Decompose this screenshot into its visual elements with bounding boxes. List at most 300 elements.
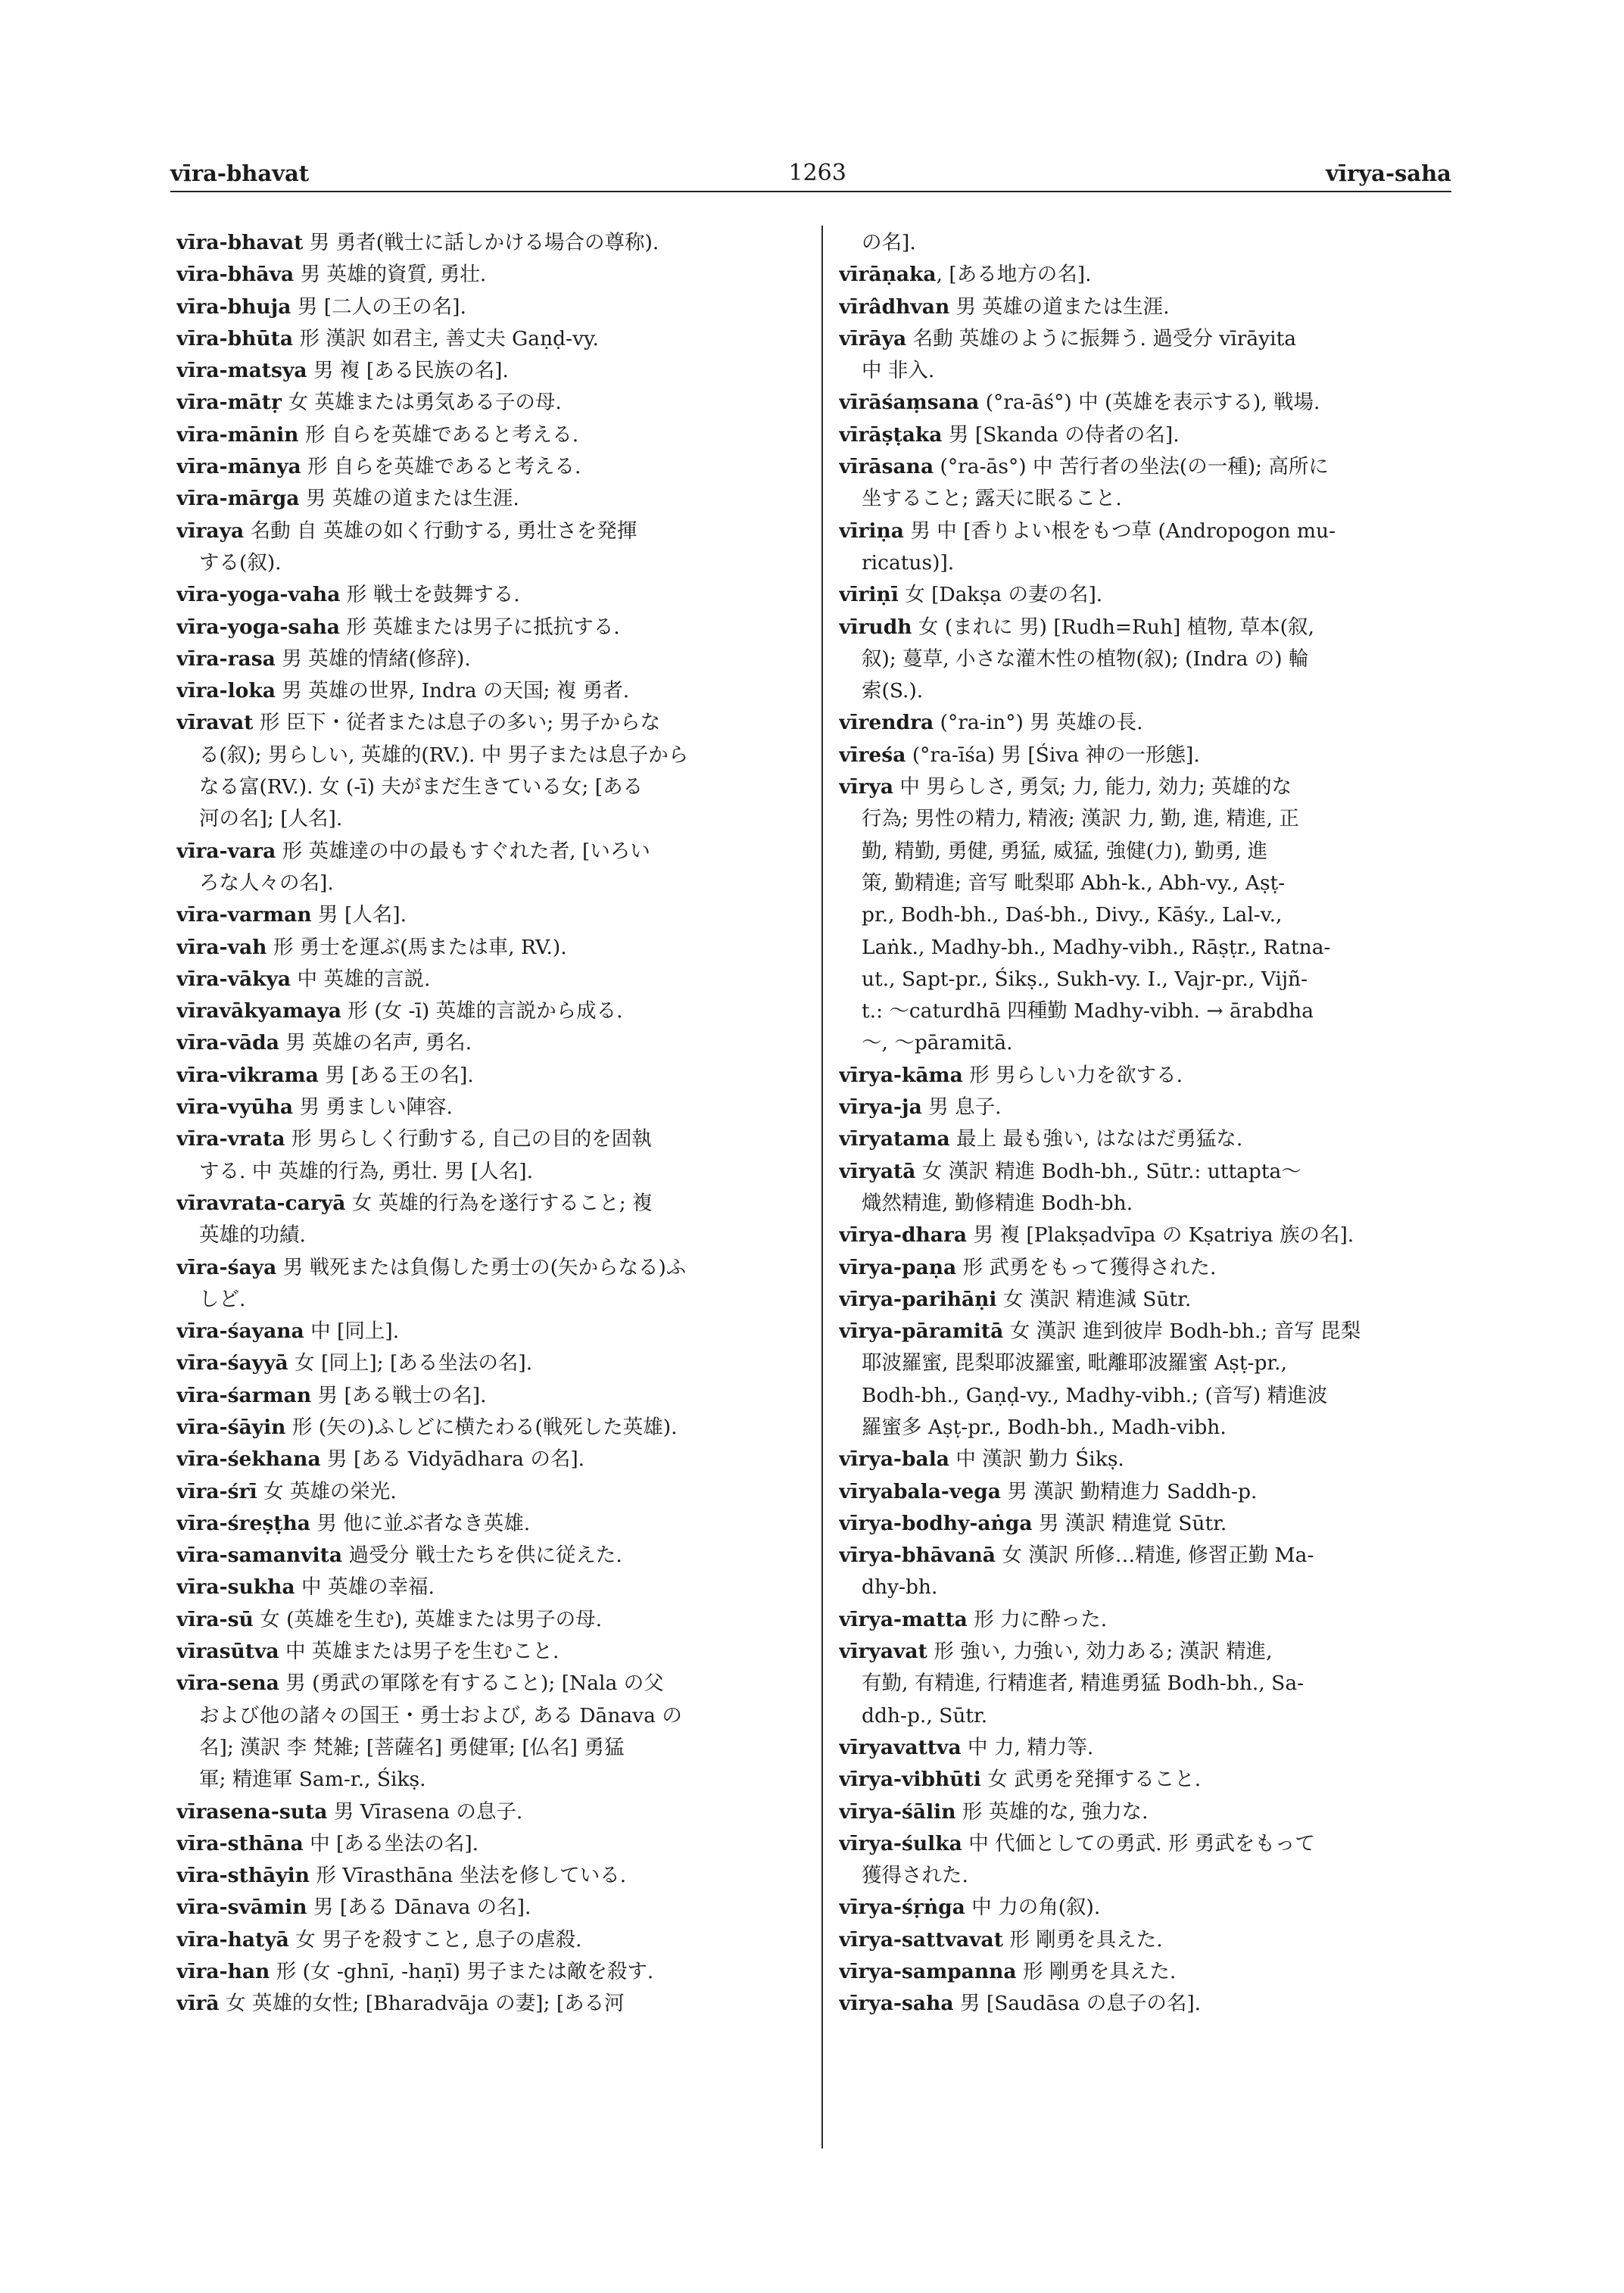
definition-text: 形 英雄的な, 強力な. <box>955 1799 1149 1824</box>
definition-text: 男 複 [Plakṣadvīpa の Kṣatriya 族の名]. <box>967 1223 1354 1248</box>
definition-text: 男 英雄の道または生涯. <box>299 487 519 511</box>
dictionary-line <box>839 612 1451 643</box>
dictionary-line <box>176 451 805 483</box>
definition-text: 女 英雄的女性; [Bharadvāja の妻]; [ある河 <box>219 1992 625 2016</box>
dictionary-line <box>176 1092 805 1123</box>
dictionary-line <box>176 323 805 355</box>
definition-text: 男 [人名]. <box>311 903 407 927</box>
dictionary-line <box>839 1764 1451 1796</box>
definition-text: 形 英雄達の中の最もすぐれた者, [いろい <box>276 839 650 863</box>
dictionary-line <box>839 932 1451 964</box>
headword: vīra-yoga-saha <box>176 615 340 639</box>
definition-text: 形 (矢の)ふしどに横たわる(戦死した英雄). <box>285 1415 678 1439</box>
headword: vīra-vrata <box>176 1127 285 1151</box>
headword: vīrya-bhāvanā <box>839 1544 996 1568</box>
dictionary-line <box>839 227 1451 259</box>
headword: vīrya-bala <box>839 1447 949 1472</box>
headword: vīrya <box>839 775 893 799</box>
definition-text: 名]; 漢訳 李 梵雑; [菩薩名] 勇健軍; [仏名] 勇猛 <box>199 1735 625 1759</box>
dictionary-line <box>176 1636 805 1668</box>
dictionary-line <box>176 1828 805 1860</box>
definition-text: 形 剛勇を具えた. <box>1002 1927 1163 1952</box>
headword: vīrya-dhara <box>839 1223 968 1248</box>
dictionary-line <box>839 1412 1451 1444</box>
definition-text: 男 英雄の名声, 勇名. <box>279 1031 472 1055</box>
headword: vīraya <box>176 519 245 543</box>
headword: vīrāṇaka <box>839 263 937 287</box>
definition-text: 女 (まれに 男) [Rudh=Ruh] 植物, 草本(叙, <box>912 615 1314 639</box>
dictionary-line <box>176 1412 805 1444</box>
definition-text: 名動 自 英雄の如く行動する, 勇壮さを発揮 <box>244 519 637 543</box>
dictionary-line <box>176 1476 805 1508</box>
definition-text: る(叙); 男らしい, 英雄的(RV.). 中 男子または息子から <box>199 743 689 767</box>
definition-text: なる富(RV.). 女 (-ī) 夫がまだ生きている女; [ある <box>199 775 644 799</box>
headword: vīrya-bodhy-aṅga <box>839 1511 1033 1535</box>
definition-text: 男 複 [ある民族の名]. <box>307 359 509 383</box>
dictionary-line <box>839 323 1451 355</box>
definition-text: 男 英雄的資質, 勇壮. <box>294 263 487 287</box>
dictionary-line <box>839 1380 1451 1412</box>
dictionary-line <box>839 899 1451 931</box>
dictionary-line <box>839 579 1451 611</box>
definition-text: 羅蜜多 Aṣṭ-pr., Bodh-bh., Madh-vibh. <box>862 1415 1227 1439</box>
dictionary-line <box>839 1700 1451 1732</box>
dictionary-line <box>839 1604 1451 1636</box>
definition-text: ut., Sapt-pr., Śikṣ., Sukh-vy. I., Vajr-pr., Vijñ- <box>862 967 1308 991</box>
definition-text: 男 勇ましい陣容. <box>293 1095 453 1120</box>
dictionary-line <box>176 932 805 964</box>
headword: vīra-śekhana <box>176 1447 321 1472</box>
headword: vīrya-śulka <box>839 1831 962 1855</box>
headword: vīrya-parihāṇi <box>839 1287 997 1311</box>
dictionary-line <box>176 1444 805 1475</box>
dictionary-line <box>839 1668 1451 1699</box>
definition-text: 中 力の角(叙). <box>965 1896 1101 1920</box>
dictionary-line <box>176 355 805 387</box>
dictionary-line <box>839 1092 1451 1123</box>
dictionary-line <box>839 547 1451 579</box>
dictionary-line <box>839 1027 1451 1059</box>
definition-text: (°ra-in°) 男 英雄の長. <box>934 711 1143 735</box>
left-column <box>176 227 805 2020</box>
definition-text: 形 自らを英雄であると考える. <box>301 455 581 479</box>
headword: vīra-vikrama <box>176 1063 319 1087</box>
dictionary-line <box>839 1508 1451 1540</box>
definition-text: 〜, 〜pāramitā. <box>862 1031 1013 1055</box>
headword: vīrya-śālin <box>839 1799 956 1824</box>
definition-text: 女 [同上]; [ある坐法の名]. <box>288 1351 533 1375</box>
definition-text: 河の名]; [人名]. <box>199 807 343 831</box>
dictionary-line <box>839 1572 1451 1603</box>
definition-text: 男 (勇武の軍隊を有すること); [Nala の父 <box>279 1671 664 1696</box>
dictionary-line <box>176 1860 805 1892</box>
dictionary-line <box>176 1956 805 1988</box>
headword: vīrya-pāramitā <box>839 1319 1004 1344</box>
definition-text: 男 [ある Dānava の名]. <box>307 1896 531 1920</box>
definition-text: 女 (英雄を生む), 英雄または男子の母. <box>253 1607 603 1631</box>
headword: vīravrata-caryā <box>176 1191 346 1215</box>
headword: vīra-śayana <box>176 1319 304 1344</box>
dictionary-line <box>839 1060 1451 1092</box>
dictionary-line <box>176 483 805 515</box>
dictionary-line <box>176 227 805 259</box>
definition-text: 中 [同上]. <box>304 1319 400 1344</box>
dictionary-line <box>176 1347 805 1379</box>
dictionary-line <box>176 803 805 835</box>
dictionary-line <box>839 995 1451 1027</box>
definition-text: 形 Vīrasthāna 坐法を修している. <box>309 1864 627 1888</box>
running-head-left: vīra-bhavat <box>170 160 310 186</box>
dictionary-line <box>176 1316 805 1347</box>
dictionary-line <box>839 964 1451 995</box>
headword: vīravat <box>176 711 254 735</box>
headword: vīriṇī <box>839 583 899 607</box>
headword: vīra-śrī <box>176 1479 257 1503</box>
dictionary-line <box>839 451 1451 483</box>
headword: vīrya-sampanna <box>839 1960 1017 1984</box>
definition-text: 熾然精進, 勤修精進 Bodh-bh. <box>862 1191 1133 1215</box>
dictionary-line <box>839 740 1451 771</box>
headword: vīrya-matta <box>839 1607 968 1631</box>
definition-text: 中 英雄の幸福. <box>295 1575 435 1600</box>
definition-text: 男 漢訳 勤精進力 Saddh-p. <box>1000 1479 1258 1503</box>
definition-text: 形 英雄または男子に抵抗する. <box>339 615 620 639</box>
definition-text: 男 他に並ぶ者なき英雄. <box>310 1511 531 1535</box>
dictionary-line <box>839 483 1451 515</box>
dictionary-line <box>839 1444 1451 1475</box>
dictionary-line <box>176 1732 805 1764</box>
definition-text: 中 [ある坐法の名]. <box>303 1831 479 1855</box>
dictionary-line <box>839 355 1451 387</box>
headword: vīrāṣṭaka <box>839 422 943 447</box>
headword: vīra-loka <box>176 679 276 703</box>
dictionary-line <box>176 643 805 675</box>
dictionary-line <box>839 1988 1451 2020</box>
column-divider <box>821 226 823 2148</box>
headword: vīra-hatyā <box>176 1927 289 1952</box>
headword: vīrasena-suta <box>176 1799 328 1824</box>
dictionary-line <box>176 1764 805 1796</box>
definition-text: 形 戦士を鼓舞する. <box>340 583 520 607</box>
dictionary-line <box>176 1027 805 1059</box>
dictionary-line <box>176 419 805 451</box>
dictionary-line <box>839 1924 1451 1956</box>
definition-text: , [ある地方の名]. <box>936 263 1092 287</box>
headword: vīra-bhuja <box>176 294 291 319</box>
headword: vīra-śāyin <box>176 1415 286 1439</box>
headword: vīra-vyūha <box>176 1095 294 1120</box>
dictionary-line <box>839 707 1451 739</box>
definition-text: 形 臣下・従者または息子の多い; 男子からな <box>253 711 661 735</box>
headword: vīra-vākya <box>176 967 291 991</box>
headword: vīryatama <box>839 1127 950 1151</box>
headword: vīra-bhāva <box>176 263 295 287</box>
definition-text: 男 英雄の世界, Indra の天国; 複 勇者. <box>275 679 630 703</box>
definition-text: Laṅk., Madhy-bh., Madhy-vibh., Rāṣṭr., Ratna- <box>862 935 1331 959</box>
dictionary-line <box>176 516 805 547</box>
dictionary-line <box>839 1284 1451 1316</box>
definition-text: 中 漢訳 勤力 Śikṣ. <box>949 1447 1124 1472</box>
dictionary-line <box>839 1732 1451 1764</box>
definition-text: pr., Bodh-bh., Daś-bh., Divy., Kāśy., Lal-v., <box>862 903 1283 927</box>
definition-text: 形 勇士を運ぶ(馬または車, RV.). <box>267 935 567 959</box>
dictionary-line <box>176 899 805 931</box>
dictionary-line <box>176 740 805 771</box>
headword: vīravākyamaya <box>176 999 341 1023</box>
headword: vīra-śayyā <box>176 1351 288 1375</box>
page-number: 1263 <box>788 160 846 186</box>
definition-text: 有勤, 有精進, 行精進者, 精進勇猛 Bodh-bh., Sa- <box>862 1671 1304 1696</box>
definition-text: 男 息子. <box>921 1095 1002 1120</box>
definition-text: 英雄的功績. <box>199 1223 306 1248</box>
definition-text: 索(S.). <box>862 679 924 703</box>
dictionary-line <box>176 1924 805 1956</box>
definition-text: 形 漢訳 如君主, 善丈夫 Gaṇḍ-vy. <box>293 326 599 350</box>
dictionary-line <box>176 964 805 995</box>
dictionary-line <box>839 1316 1451 1347</box>
dictionary-line <box>839 1636 1451 1668</box>
dictionary-line <box>176 1700 805 1732</box>
dictionary-line <box>839 803 1451 835</box>
headword: vīra-svāmin <box>176 1896 307 1920</box>
headword: vīreśa <box>839 743 906 767</box>
headword: vīrya-śṛṅga <box>839 1896 965 1920</box>
definition-text: 女 漢訳 進到彼岸 Bodh-bh.; 音写 毘梨 <box>1003 1319 1361 1344</box>
definition-text: 男 [Saudāsa の息子の名]. <box>953 1992 1202 2016</box>
dictionary-line <box>839 1156 1451 1188</box>
headword: vīrudh <box>839 615 912 639</box>
definition-text: ricatus)]. <box>862 550 955 575</box>
dictionary-line <box>839 836 1451 868</box>
definition-text: (°ra-ās°) 中 苦行者の坐法(の一種); 高所に <box>934 455 1329 479</box>
headword: vīra-mātṛ <box>176 391 282 415</box>
definition-text: 女 英雄または勇気ある子の母. <box>282 391 562 415</box>
dictionary-line <box>176 675 805 707</box>
dictionary-line <box>839 1540 1451 1572</box>
headword: vīra-śreṣṭha <box>176 1511 310 1535</box>
dictionary-line <box>839 771 1451 803</box>
dictionary-line <box>176 547 805 579</box>
dictionary-line <box>839 1123 1451 1155</box>
definition-text: 女 漢訳 精進 Bodh-bh., Sūtr.: uttapta〜 <box>915 1159 1301 1183</box>
right-column <box>839 227 1451 2020</box>
dictionary-line <box>839 1796 1451 1828</box>
dictionary-line <box>839 1252 1451 1284</box>
headword: vīra-rasa <box>176 646 276 671</box>
dictionary-line <box>176 1540 805 1572</box>
definition-text: 中 英雄または男子を生むこと. <box>279 1640 560 1664</box>
headword: vīra-vāda <box>176 1031 279 1055</box>
dictionary-line <box>839 1188 1451 1220</box>
dictionary-line <box>839 1347 1451 1379</box>
definition-text: 名動 英雄のように振舞う. 過受分 vīrāyita <box>906 326 1297 350</box>
dictionary-line <box>176 1668 805 1699</box>
headword: vīrāya <box>839 326 907 350</box>
headword: vīra-varman <box>176 903 312 927</box>
headword: vīra-sena <box>176 1671 279 1696</box>
dictionary-line <box>839 1828 1451 1860</box>
definition-text: 形 男らしい力を欲する. <box>962 1063 1183 1087</box>
page-header <box>170 156 1451 192</box>
definition-text: dhy-bh. <box>862 1575 938 1600</box>
headword: vīriṇa <box>839 519 904 543</box>
headword: vīra-śaya <box>176 1255 277 1279</box>
definition-text: 耶波羅蜜, 毘梨耶波羅蜜, 毗離耶波羅蜜 Aṣṭ-pr., <box>862 1351 1288 1375</box>
headword: vīra-han <box>176 1960 270 1984</box>
headword: vīra-mānya <box>176 455 301 479</box>
dictionary-line <box>839 868 1451 899</box>
definition-text: 男 勇者(戦士に話しかける場合の尊称). <box>303 231 659 254</box>
definition-text: 行為; 男性の精力, 精液; 漢訳 力, 勤, 進, 精進, 正 <box>862 807 1299 831</box>
definition-text: しど. <box>199 1287 246 1311</box>
definition-text: 形 自らを英雄であると考える. <box>298 422 579 447</box>
headword: vīra-mārga <box>176 487 300 511</box>
definition-text: の名]. <box>862 231 916 254</box>
definition-text: 獲得された. <box>862 1864 968 1888</box>
dictionary-line <box>839 419 1451 451</box>
headword: vīryabala-vega <box>839 1479 1001 1503</box>
definition-text: 形 (女 -ī) 英雄的言説から成る. <box>341 999 623 1023</box>
headword: vīra-sukha <box>176 1575 295 1600</box>
dictionary-line <box>176 612 805 643</box>
definition-text: 男 [二人の王の名]. <box>291 294 466 319</box>
dictionary-line <box>176 259 805 291</box>
headword: vīrā <box>176 1992 220 2016</box>
definition-text: 男 [Skanda の侍者の名]. <box>942 422 1180 447</box>
definition-text: 男 中 [香りよい根をもつ草 (Andropogon mu- <box>903 519 1336 543</box>
definition-text: 男 [ある Vidyādhara の名]. <box>320 1447 585 1472</box>
headword: vīra-bhūta <box>176 326 294 350</box>
definition-text: ddh-p., Sūtr. <box>862 1703 988 1728</box>
dictionary-line <box>176 1796 805 1828</box>
headword: vīrendra <box>839 711 934 735</box>
dictionary-line <box>176 1380 805 1412</box>
dictionary-line <box>176 771 805 803</box>
dictionary-line <box>839 1860 1451 1892</box>
definition-text: 女 英雄的行為を遂行すること; 複 <box>345 1191 653 1215</box>
headword: vīra-sū <box>176 1607 254 1631</box>
definition-text: 中 英雄的言説. <box>291 967 431 991</box>
headword: vīryatā <box>839 1159 916 1183</box>
dictionary-line <box>839 1892 1451 1924</box>
dictionary-line <box>839 1476 1451 1508</box>
headword: vīryavattva <box>839 1735 962 1759</box>
definition-text: 女 男子を殺すこと, 息子の虐殺. <box>288 1927 582 1952</box>
dictionary-line <box>176 1123 805 1155</box>
dictionary-line <box>176 1188 805 1220</box>
dictionary-line <box>839 643 1451 675</box>
dictionary-line <box>839 675 1451 707</box>
definition-text: 男 英雄の道または生涯. <box>949 294 1170 319</box>
headword: vīrya-sattvavat <box>839 1927 1003 1952</box>
definition-text: t.: 〜caturdhā 四種勤 Madhy-vibh. → ārabdha <box>862 999 1314 1023</box>
headword: vīra-bhavat <box>176 231 304 254</box>
headword: vīra-sthāna <box>176 1831 304 1855</box>
definition-text: 男 漢訳 精進覚 Sūtr. <box>1032 1511 1227 1535</box>
headword: vīra-sthāyin <box>176 1864 310 1888</box>
definition-text: 中 男らしさ, 勇気; 力, 能力, 効力; 英雄的な <box>893 775 1292 799</box>
definition-text: 女 武勇を発揮すること. <box>980 1768 1202 1792</box>
definition-text: 叙); 蔓草, 小さな灌木性の植物(叙); (Indra の) 輪 <box>862 646 1309 671</box>
definition-text: 女 英雄の栄光. <box>257 1479 397 1503</box>
definition-text: 形 力に酔った. <box>967 1607 1108 1631</box>
headword: vīrasūtva <box>176 1640 279 1664</box>
dictionary-line <box>176 1604 805 1636</box>
definition-text: 男 Vīrasena の息子. <box>327 1799 523 1824</box>
dictionary-line <box>839 291 1451 323</box>
headword: vīrya-vibhūti <box>839 1768 981 1792</box>
dictionary-line <box>176 1508 805 1540</box>
definition-text: 形 男らしく行動する, 自己の目的を固執 <box>285 1127 652 1151</box>
dictionary-line <box>176 836 805 868</box>
dictionary-line <box>176 291 805 323</box>
headword: vīra-mānin <box>176 422 299 447</box>
dictionary-line <box>839 259 1451 291</box>
headword: vīra-samanvita <box>176 1544 343 1568</box>
dictionary-line <box>839 1220 1451 1251</box>
dictionary-line <box>176 707 805 739</box>
dictionary-line <box>176 1572 805 1603</box>
definition-text: 女 [Dakṣa の妻の名]. <box>898 583 1103 607</box>
dictionary-line <box>176 387 805 419</box>
dictionary-line <box>176 995 805 1027</box>
dictionary-line <box>176 1284 805 1316</box>
definition-text: 中 代価としての勇武. 形 勇武をもって <box>962 1831 1315 1855</box>
headword: vīrâdhvan <box>839 294 950 319</box>
headword: vīrāśaṃsana <box>839 391 980 415</box>
definition-text: ろな人々の名]. <box>199 871 334 895</box>
headword: vīra-śarman <box>176 1383 312 1407</box>
definition-text: (°ra-īśa) 男 [Śiva 神の一形態]. <box>906 743 1200 767</box>
dictionary-line <box>176 1252 805 1284</box>
headword: vīryavat <box>839 1640 927 1664</box>
dictionary-line <box>839 516 1451 547</box>
definition-text: 坐すること; 露天に眠ること. <box>862 487 1122 511</box>
definition-text: 中 力, 精力等. <box>961 1735 1094 1759</box>
definition-text: および他の諸々の国王・勇士および, ある Dānava の <box>199 1703 682 1728</box>
headword: vīrya-ja <box>839 1095 922 1120</box>
definition-text: する(叙). <box>199 550 282 575</box>
dictionary-line <box>176 579 805 611</box>
definition-text: 女 漢訳 精進減 Sūtr. <box>996 1287 1192 1311</box>
definition-text: 男 [ある戦士の名]. <box>311 1383 487 1407</box>
definition-text: 軍; 精進軍 Sam-r., Śikṣ. <box>199 1768 426 1792</box>
headword: vīra-matsya <box>176 359 307 383</box>
definition-text: 最上 最も強い, はなはだ勇猛な. <box>949 1127 1243 1151</box>
definition-text: 男 戦死または負傷した勇士の(矢からなる)ふ <box>276 1255 687 1279</box>
dictionary-line <box>176 1060 805 1092</box>
definition-text: 男 英雄的情緒(修辞). <box>275 646 471 671</box>
headword: vīra-vah <box>176 935 267 959</box>
dictionary-line <box>839 1956 1451 1988</box>
definition-text: 中 非入. <box>862 359 935 383</box>
definition-text: 過受分 戦士たちを供に従えた. <box>342 1544 622 1568</box>
headword: vīra-vara <box>176 839 276 863</box>
dictionary-line <box>176 1156 805 1188</box>
definition-text: 形 (女 -ghnī, -haṇī) 男子または敵を殺す. <box>270 1960 654 1984</box>
headword: vīrya-paṇa <box>839 1255 957 1279</box>
definition-text: 女 漢訳 所修…精進, 修習正勤 Ma- <box>995 1544 1314 1568</box>
dictionary-line <box>176 1220 805 1251</box>
headword: vīrya-saha <box>839 1992 954 2016</box>
dictionary-line <box>176 1988 805 2020</box>
definition-text: 男 [ある王の名]. <box>318 1063 474 1087</box>
definition-text: 形 剛勇を具えた. <box>1016 1960 1177 1984</box>
headword: vīrya-kāma <box>839 1063 963 1087</box>
definition-text: 勤, 精勤, 勇健, 勇猛, 威猛, 強健(力), 勤勇, 進 <box>862 839 1268 863</box>
dictionary-line <box>176 1892 805 1924</box>
headword: vīrāsana <box>839 455 934 479</box>
